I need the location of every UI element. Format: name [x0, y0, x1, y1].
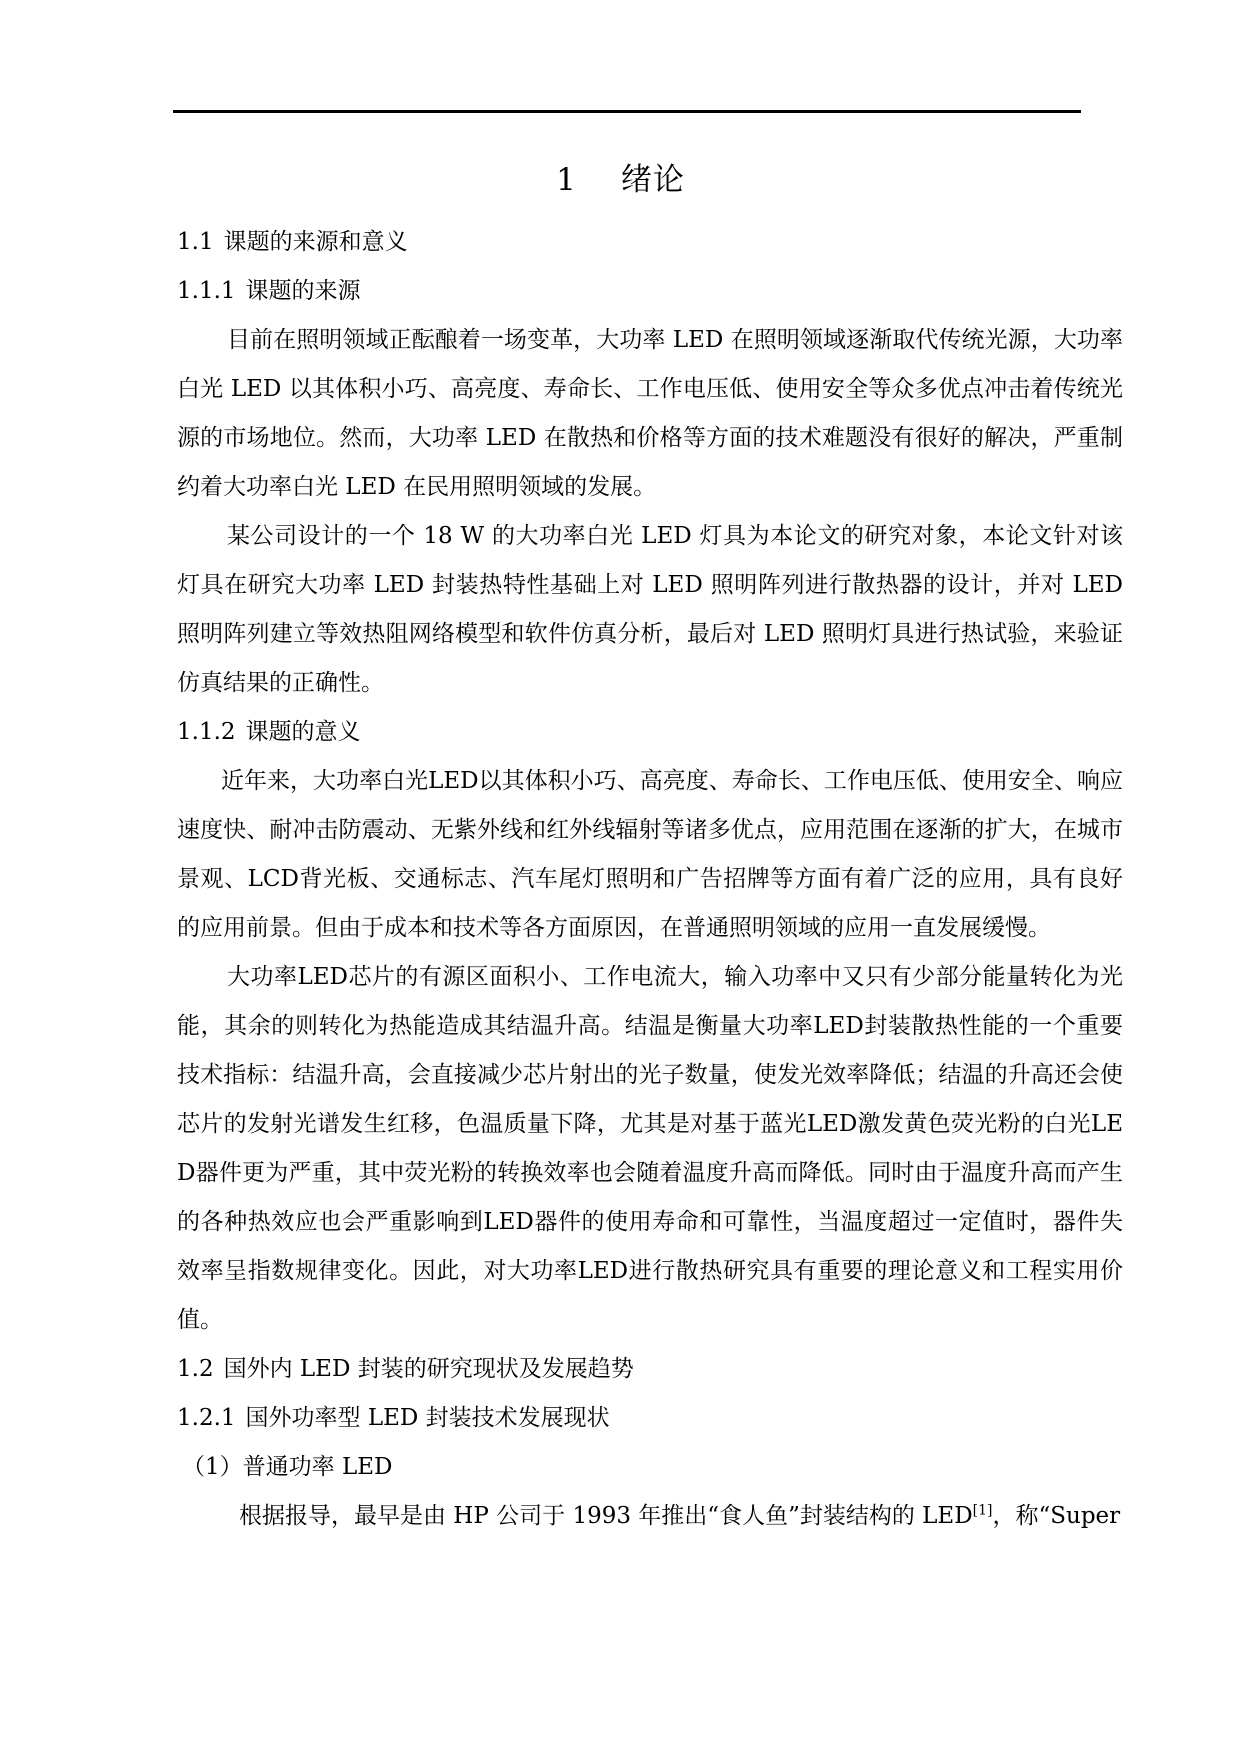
section-number: 1.2.1: [177, 1405, 236, 1431]
paragraph-source-2: 某公司设计的一个 18 W 的大功率白光 LED 灯具为本论文的研究对象，本论文针对该灯具在研究大功率 LED 封装热特性基础上对 LED 照明阵列进行散热器的设计，并对 LED 照明阵列建立等效热阻网络模型和软件仿真分析，最后对 LED 照明灯具进行热试验，来验证仿真结果的正确性。: [177, 523, 1123, 696]
section-heading-1-1-1: [177, 267, 1123, 316]
chapter-title: [0, 160, 1241, 200]
section-number: 1.2: [177, 1356, 214, 1382]
paragraph-history-start: [177, 1492, 1123, 1541]
chapter-title-text: 绪论: [620, 162, 685, 198]
section-title: 国外功率型 LED 封装技术发展现状: [245, 1405, 610, 1431]
section-title: 课题的意义: [245, 719, 361, 745]
citation-ref[interactable]: [1]: [972, 1502, 993, 1519]
paragraph-source-1: 目前在照明领域正酝酿着一场变革，大功率 LED 在照明领域逐渐取代传统光源，大功率白光 LED 以其体积小巧、高亮度、寿命长、工作电压低、使用安全等众多优点冲击着传统光源的市场地位。然而，大功率 LED 在散热和价格等方面的技术难题没有很好的解决，严重制约着大功率白光 LED 在民用照明领域的发展。: [177, 327, 1123, 500]
section-title: 课题的来源和意义: [223, 229, 408, 255]
section-heading-1-1-2: [177, 708, 1123, 757]
item-heading-normal-power-led: （1）普通功率 LED: [182, 1454, 393, 1480]
chapter-number: 1: [556, 162, 577, 198]
section-heading-1-2-1: [177, 1394, 1123, 1443]
header-rule: [173, 110, 1081, 113]
section-title: 课题的来源: [245, 278, 361, 304]
section-number: 1.1.2: [177, 719, 236, 745]
paragraph-text: 根据报导，最早是由 HP 公司于 1993 年推出“食人鱼”封装结构的 LED: [239, 1503, 973, 1529]
section-heading-1-1: [177, 218, 1123, 267]
section-title: 国外内 LED 封装的研究现状及发展趋势: [223, 1356, 634, 1382]
paragraph-significance-2: 大功率LED芯片的有源区面积小、工作电流大，输入功率中又只有少部分能量转化为光能，其余的则转化为热能造成其结温升高。结温是衡量大功率LED封装散热性能的一个重要技术指标：结温升高，会直接减少芯片射出的光子数量，使发光效率降低；结温的升高还会使芯片的发射光谱发生红移，色温质量下降，尤其是对基于蓝光LED激发黄色荧光粉的白光LED器件更为严重，其中荧光粉的转换效率也会随着温度升高而降低。同时由于温度升高而产生的各种热效应也会严重影响到LED器件的使用寿命和可靠性，当温度超过一定值时，器件失效率呈指数规律变化。因此，对大功率LED进行散热研究具有重要的理论意义和工程实用价值。: [177, 964, 1123, 1333]
page-body: [177, 218, 1123, 1541]
section-heading-1-2: [177, 1345, 1123, 1394]
section-number: 1.1: [177, 229, 214, 255]
section-number: 1.1.1: [177, 278, 236, 304]
paragraph-significance-1: 近年来，大功率白光LED以其体积小巧、高亮度、寿命长、工作电压低、使用安全、响应速度快、耐冲击防震动、无紫外线和红外线辐射等诸多优点，应用范围在逐渐的扩大，在城市景观、LCD背光板、交通标志、汽车尾灯照明和广告招牌等方面有着广泛的应用，具有良好的应用前景。但由于成本和技术等各方面原因，在普通照明领域的应用一直发展缓慢。: [177, 768, 1123, 941]
paragraph-text: ，称“Super: [992, 1503, 1121, 1529]
